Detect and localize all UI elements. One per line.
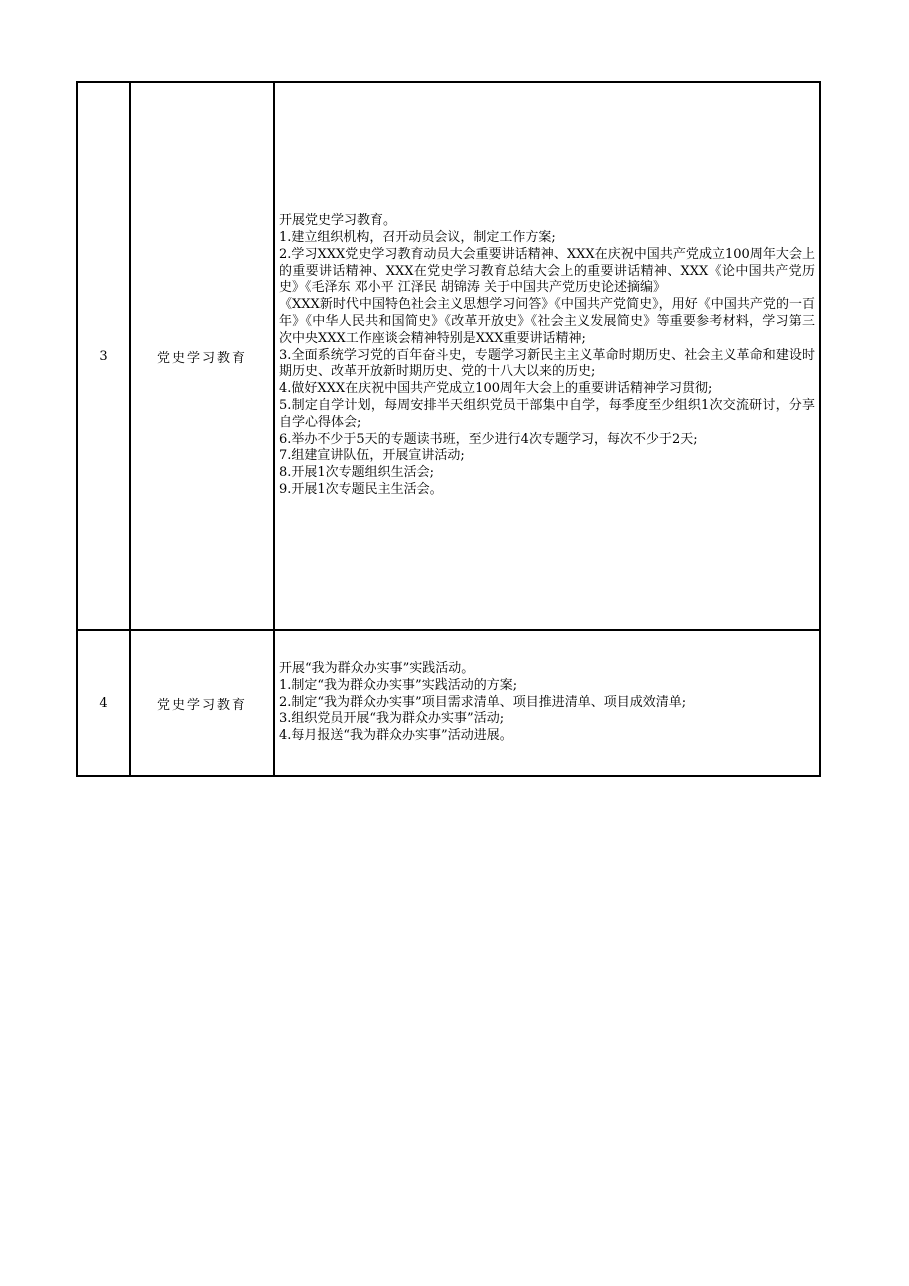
content-line: 1.建立组织机构，召开动员会议，制定工作方案; [279,230,556,246]
content-line: 2.制定“我为群众办实事”项目需求清单、项目推进清单、项目成效清单; [279,694,687,710]
content-line: 2.学习XXX党史学习教育动员大会重要讲话精神、XXX在庆祝中国共产党成立100周年大会上的重要讲话精神、XXX在党史学习教育总结大会上的重要讲话精神、XXX《论中国共产党历史》《毛泽东 邓小平 江泽民 胡锦涛 关于中国共产党历史论述摘编》 [279,246,815,296]
content-line: 1.制定“我为群众办实事”实践活动的方案; [279,677,518,693]
content-line: 4.做好XXX在庆祝中国共产党成立100周年大会上的重要讲话精神学习贯彻; [279,381,713,397]
row-index: 3 [77,82,130,630]
content-line: 《XXX新时代中国特色社会主义思想学习问答》《中国共产党简史》，用好《中国共产党的一百年》《中华人民共和国简史》《改革开放史》《社会主义发展简史》等重要参考材料，学习第三次中央XXX工作座谈会精神特别是XXX重要讲话精神; [279,297,815,346]
content-line: 开展党史学习教育。 [279,213,397,229]
row-index: 4 [77,630,130,776]
table-row [77,630,820,776]
content-line: 6.举办不少于5天的专题读书班，至少进行4次专题学习，每次不少于2天; [279,431,698,447]
content-line: 4.每月报送“我为群众办实事”活动进展。 [279,728,513,744]
content-line: 9.开展1次专题民主生活会。 [279,481,443,497]
content-line: 8.开展1次专题组织生活会; [279,465,435,481]
content-line: 7.组建宣讲队伍，开展宣讲活动; [279,448,465,464]
table-row [77,82,820,630]
content-line: 5.制定自学计划，每周安排半天组织党员干部集中自学，每季度至少组织1次交流研讨，分享自学心得体会; [279,397,815,430]
row-content [274,630,820,776]
content-line: 3.组织党员开展“我为群众办实事”活动; [279,711,505,727]
content-line: 开展“我为群众办实事”实践活动。 [279,661,475,676]
row-category: 党史学习教育 [130,630,274,776]
work-plan-table [76,81,821,777]
content-line: 3.全面系统学习党的百年奋斗史，专题学习新民主主义革命时期历史、社会主义革命和建设时期历史、改革开放新时期历史、党的十八大以来的历史; [279,347,815,380]
row-category: 党史学习教育 [130,82,274,630]
row-content [274,82,820,630]
